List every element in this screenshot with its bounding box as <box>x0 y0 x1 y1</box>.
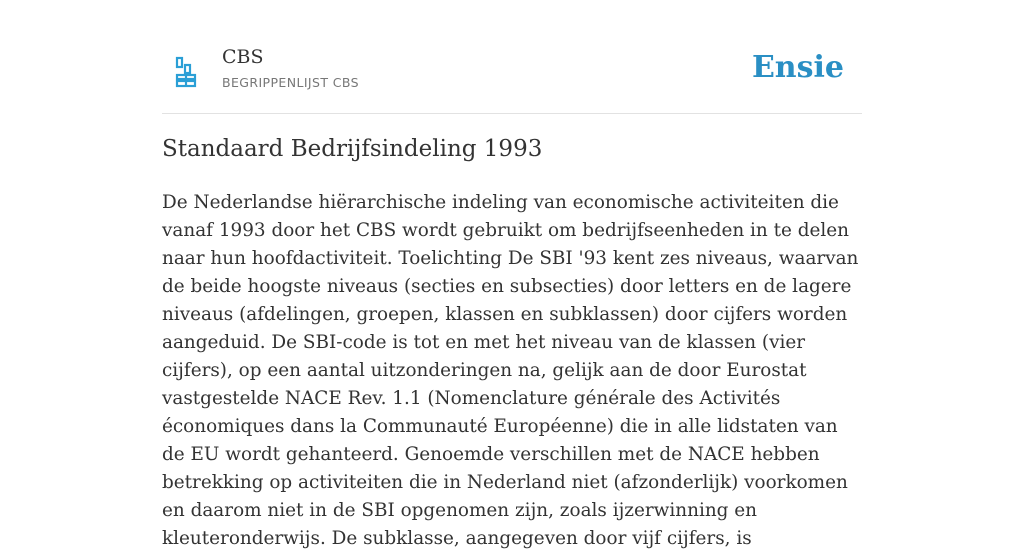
cbs-logo-icon[interactable] <box>174 56 198 88</box>
org-subtitle[interactable]: BEGRIPPENLIJST CBS <box>222 75 359 90</box>
ensie-brand-logo[interactable]: Ensie <box>751 50 844 85</box>
header <box>162 36 862 114</box>
term-definition: De Nederlandse hiërarchische indeling van economische activiteiten die vanaf 1993 door het CBS wordt gebruikt om bedrijfseenheden in te delen naar hun hoofdactiviteit. Toelichting De SBI '93 kent zes niveaus, waarvan de beide hoogste niveaus (secties en subsecties) door letters en de lagere niveaus (afdelingen, groepen, klassen en subklassen) door cijfers worden aangeduid. De SBI-code is tot en met het niveau van de klassen (vier cijfers), op een aantal uitzonderingen na, gelijk aan de door Eurostat vastgestelde NACE Rev. 1.1 (Nomenclature générale des Activités économiques dans la Communauté Européenne) die in alle lidstaten van de EU wordt gehanteerd. Genoemde verschillen met de NACE hebben betrekking op activiteiten die in Nederland niet (afzonderlijk) voorkomen en daarom niet in de SBI opgenomen zijn, zoals ijzerwinning en kleuteronderwijs. De subklasse, aangegeven door vijf cijfers, is <box>162 192 859 549</box>
org-name[interactable]: CBS <box>222 46 264 68</box>
term-title: Standaard Bedrijfsindeling 1993 <box>162 136 543 162</box>
